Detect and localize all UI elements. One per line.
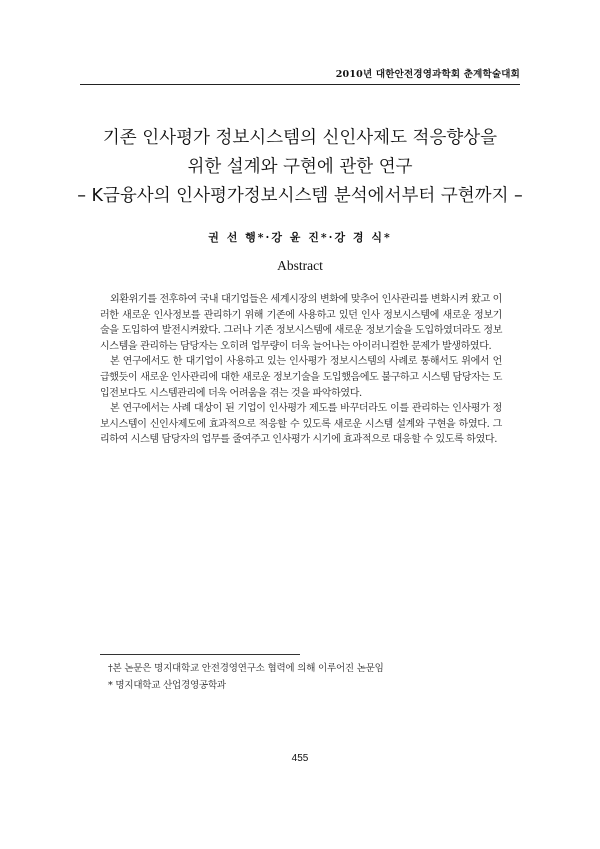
title-line-3: – K금융사의 인사평가정보시스템 분석에서부터 구현까지 – bbox=[77, 186, 523, 206]
abstract-heading: Abstract bbox=[277, 258, 323, 273]
header-rule bbox=[80, 84, 520, 85]
title-line-1: 기존 인사평가 정보시스템의 신인사제도 적응향상을 bbox=[102, 128, 498, 148]
abstract-paragraph-1: 외환위기를 전후하여 국내 대기업들은 세계시장의 변화에 맞추어 인사관리를 변화시켜 왔고 이러한 새로운 인사정보를 관리하기 위해 기존에 사용하고 있던 인사 정보시스템에 새로운 정보기술을 도입하여 발전시켜왔다. 그러나 기존 정보시스템에 새로운 정보기술을 도입하였더라도 정보시스템을 관리하는 담당자는 오히려 업무량이 더욱 늘어나는 아이러니컬한 문제가 발생하였다. bbox=[100, 294, 502, 352]
author-list: 권 선 행*·강 윤 진*·강 경 식* bbox=[208, 231, 392, 244]
title-line-2: 위한 설계와 구현에 관한 연구 bbox=[187, 157, 413, 177]
running-header: 2010년 대한안전경영과학회 춘계학술대회 bbox=[335, 69, 520, 80]
abstract-paragraph-2: 본 연구에서도 한 대기업이 사용하고 있는 인사평가 정보시스템의 사례로 통해서도 위에서 언급했듯이 새로운 인사관리에 대한 새로운 정보기술을 도입했음에도 불구하고 시스템 담당자는 도입전보다도 시스템관리에 더욱 어려움을 겪는 것을 파악하였다. bbox=[100, 356, 502, 399]
abstract-body bbox=[100, 292, 502, 448]
footnote-funding: †본 논문은 명지대학교 안전경영연구소 협력에 의해 이루어진 논문임 bbox=[108, 663, 384, 674]
page-number: 455 bbox=[291, 753, 309, 764]
paper-title bbox=[60, 124, 540, 211]
footnotes bbox=[108, 660, 384, 694]
footnote-affiliation: * 명지대학교 산업경영공학과 bbox=[108, 680, 226, 691]
abstract-paragraph-3: 본 연구에서는 사례 대상이 된 기업이 인사평가 제도를 바꾸더라도 이를 관리하는 인사평가 정보시스템이 신인사제도에 효과적으로 적응할 수 있도록 새로운 시스템 설계와 구현을 하였다. 그리하여 시스템 담당자의 업무를 줄여주고 인사평가 시기에 효과적으로 대응할 수 있도록 하였다. bbox=[100, 403, 502, 446]
footnote-rule bbox=[100, 654, 300, 655]
